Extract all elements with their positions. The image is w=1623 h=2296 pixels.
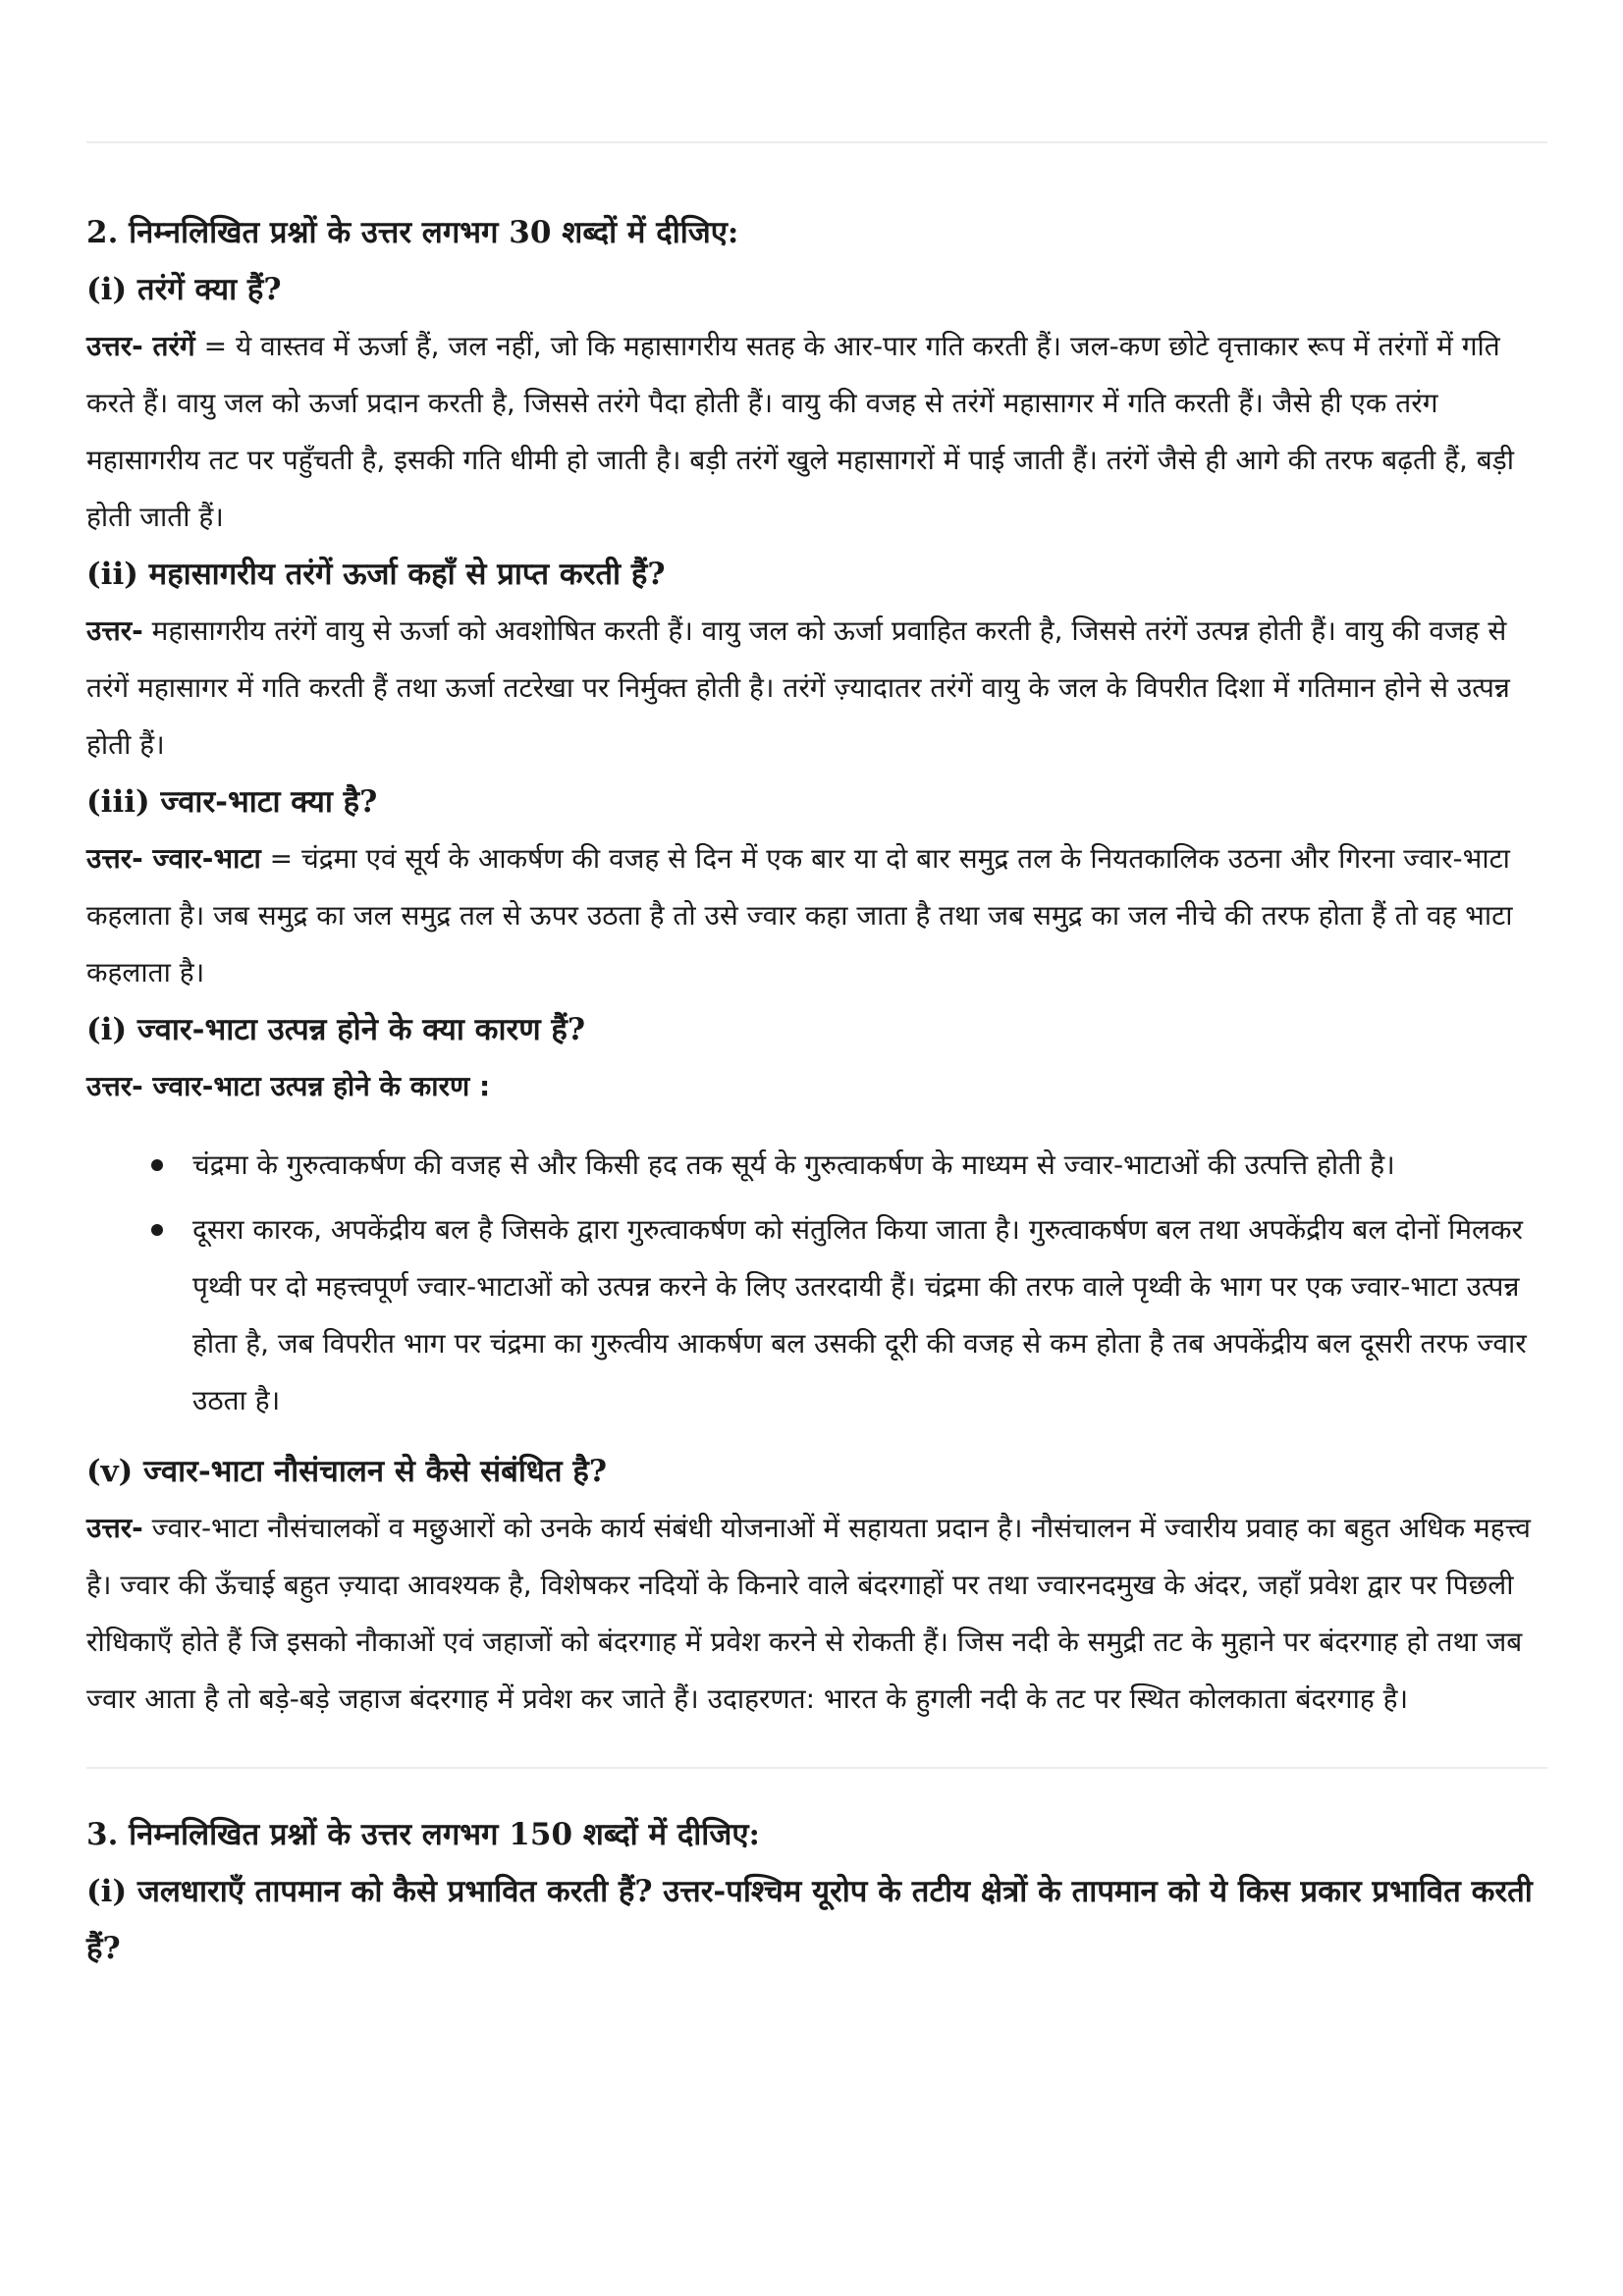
- question-2-iii: (iii) ज्वार-भाटा क्या है?: [86, 784, 378, 820]
- question-2-i: (i) तरंगें क्या हैं?: [86, 272, 282, 307]
- answer-2-v: [86, 1500, 1547, 1728]
- answer-text: = चंद्रमा एवं सूर्य के आकर्षण की वजह से दिन में एक बार या दो बार समुद्र तल के नियतकालिक उठना और गिरना ज्वार-भाटा कहलाता है। जब समुद्र का जल समुद्र तल से ऊपर उठता है तो उसे ज्वार कहा जाता है तथा जब समुद्र का जल नीचे की तरफ होता हैं तो वह भाटा कहलाता है।: [86, 842, 1513, 988]
- answer-lead: उत्तर-: [86, 1512, 143, 1544]
- section-2-heading: 2. निम्नलिखित प्रश्नों के उत्तर लगभग 30 शब्दों में दीजिए:: [86, 215, 739, 250]
- question-2-iv: (i) ज्वार-भाटा उत्पन्न होने के क्या कारण हैं?: [86, 1012, 586, 1047]
- answer-lead: उत्तर- तरंगें: [86, 330, 195, 362]
- top-divider: [86, 141, 1547, 143]
- answer-text: महासागरीय तरंगें वायु से ऊर्जा को अवशोषित करती हैं। वायु जल को ऊर्जा प्रवाहित करती है, जिससे तरंगें उत्पन्न होती हैं। वायु की वजह से तरंगें महासागर में गति करती हैं तथा ऊर्जा तटरेखा पर निर्मुक्त होती है। तरंगें ज़्यादातर तरंगें वायु के जल के विपरीत दिशा में गतिमान होने से उत्पन्न होती हैं।: [86, 614, 1510, 761]
- question-3-i: (i) जलधाराएँ तापमान को कैसे प्रभावित करती हैं? उत्तर-पश्चिम यूरोप के तटीय क्षेत्रों के तापमान को ये किस प्रकार प्रभावित करती हैं?: [86, 1874, 1533, 1966]
- answer-lead: उत्तर-: [86, 614, 143, 647]
- question-2-ii: (ii) महासागरीय तरंगें ऊर्जा कहाँ से प्राप्त करती हैं?: [86, 557, 666, 592]
- question-2-v: (v) ज्वार-भाटा नौसंचालन से कैसे संबंधित है?: [86, 1454, 608, 1489]
- answer-2-i: [86, 318, 1547, 546]
- tide-causes-list: [86, 1137, 1547, 1429]
- list-item-text: दूसरा कारक, अपकेंद्रीय बल है जिसके द्वारा गुरुत्वाकर्षण को संतुलित किया जाता है। गुरुत्वाकर्षण बल तथा अपकेंद्रीय बल दोनों मिलकर पृथ्वी पर दो महत्त्वपूर्ण ज्वार-भाटाओं को उत्पन्न करने के लिए उतरदायी हैं। चंद्रमा की तरफ वाले पृथ्वी के भाग पर एक ज्वार-भाटा उत्पन्न होता है, जब विपरीत भाग पर चंद्रमा का गुरुत्वीय आकर्षण बल उसकी दूरी की वजह से कम होता है तब अपकेंद्रीय बल दूसरी तरफ ज्वार उठता है।: [192, 1213, 1527, 1416]
- answer-2-iv-heading: उत्तर- ज्वार-भाटा उत्पन्न होने के कारण :: [86, 1070, 491, 1102]
- bullet-icon: [151, 1159, 163, 1171]
- answer-text: = ये वास्तव में ऊर्जा हैं, जल नहीं, जो कि महासागरीय सतह के आर-पार गति करती हैं। जल-कण छोटे वृत्ताकार रूप में तरंगों में गति करते हैं। वायु जल को ऊर्जा प्रदान करती है, जिससे तरंगे पैदा होती हैं। वायु की वजह से तरंगें महासागर में गति करती हैं। जैसे ही एक तरंग महासागरीय तट पर पहुँचती है, इसकी गति धीमी हो जाती है। बड़ी तरंगें खुले महासागरों में पाई जाती हैं। तरंगें जैसे ही आगे की तरफ बढ़ती हैं, बड़ी होती जाती हैं।: [86, 330, 1514, 533]
- list-item: [86, 1201, 1547, 1429]
- answer-2-ii: [86, 603, 1547, 774]
- list-item-text: चंद्रमा के गुरुत्वाकर्षण की वजह से और किसी हद तक सूर्य के गुरुत्वाकर्षण के माध्यम से ज्वार-भाटाओं की उत्पत्ति होती है।: [192, 1148, 1395, 1181]
- document-page: [86, 0, 1547, 1977]
- answer-text: ज्वार-भाटा नौसंचालकों व मछुआरों को उनके कार्य संबंधी योजनाओं में सहायता प्रदान है। नौसंचालन में ज्वारीय प्रवाह का बहुत अधिक महत्त्व है। ज्वार की ऊँचाई बहुत ज़्यादा आवश्यक है, विशेषकर नदियों के किनारे वाले बंदरगाहों पर तथा ज्वारनदमुख के अंदर, जहाँ प्रवेश द्वार पर पिछली रोधिकाएँ होते हैं जि इसको नौकाओं एवं जहाजों को बंदरगाह में प्रवेश करने से रोकती हैं। जिस नदी के समुद्री तट के मुहाने पर बंदरगाह हो तथा जब ज्वार आता है तो बड़े-बड़े जहाज बंदरगाह में प्रवेश कर जाते हैं। उदाहरणत: भारत के हुगली नदी के तट पर स्थित कोलकाता बंदरगाह है।: [86, 1512, 1531, 1715]
- section-3-heading: 3. निम्नलिखित प्रश्नों के उत्तर लगभग 150 शब्दों में दीजिए:: [86, 1817, 760, 1852]
- section-divider: [86, 1767, 1547, 1769]
- bullet-icon: [151, 1224, 163, 1236]
- list-item: [86, 1137, 1547, 1194]
- answer-2-iii: [86, 830, 1547, 1001]
- answer-lead: उत्तर- ज्वार-भाटा: [86, 842, 261, 875]
